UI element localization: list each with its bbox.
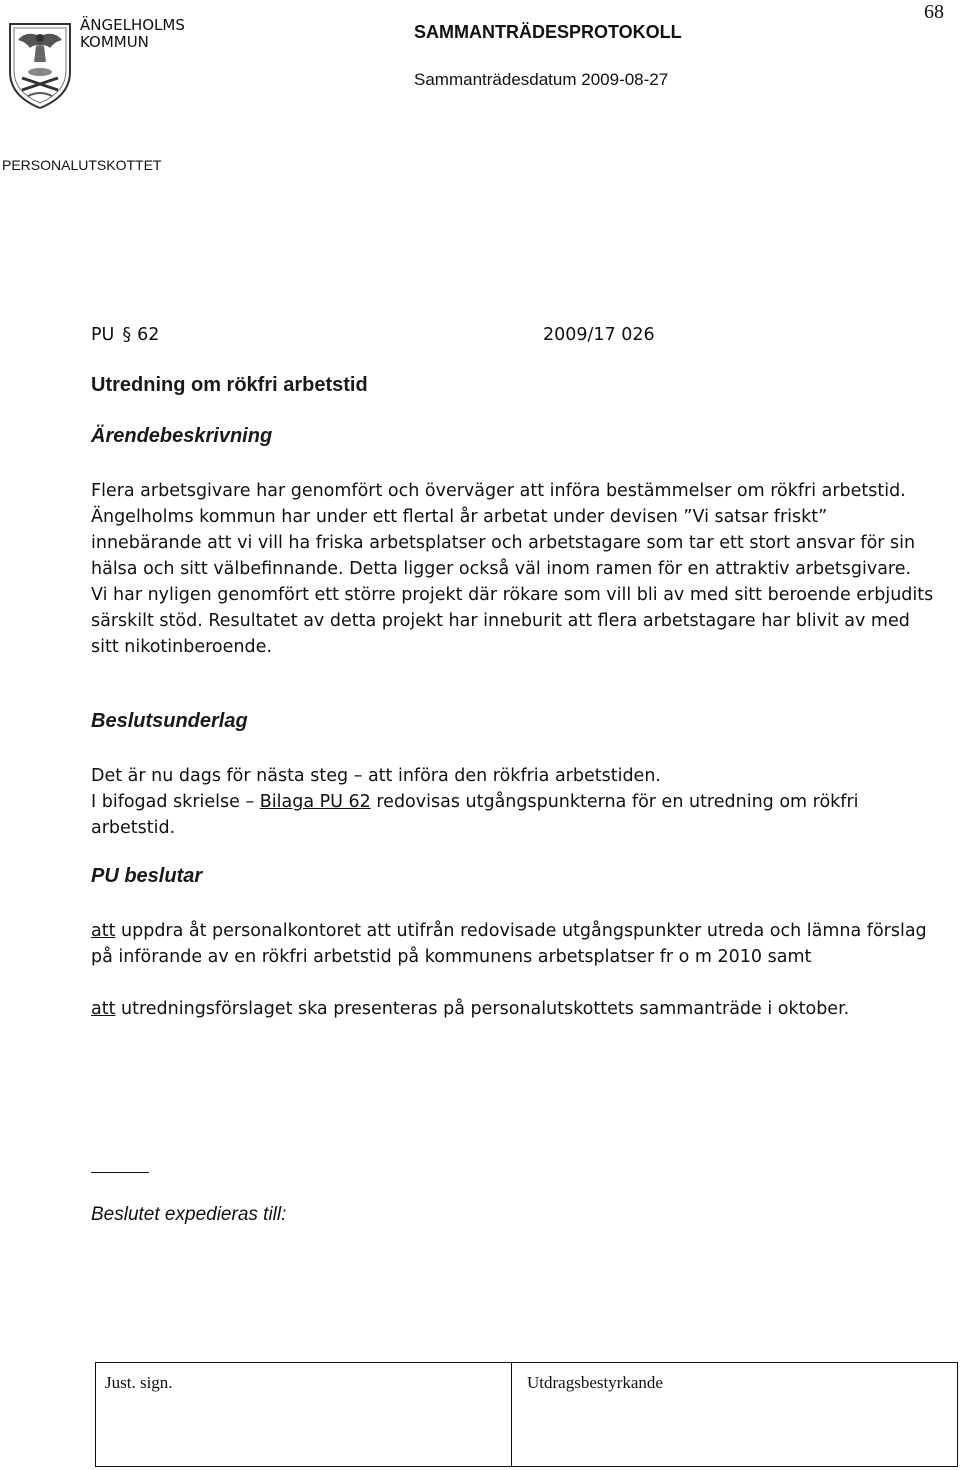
- meeting-date: Sammanträdesdatum 2009-08-27: [414, 70, 669, 89]
- att-keyword: att: [91, 921, 116, 941]
- org-name-line2: KOMMUN: [80, 33, 149, 51]
- paragraph-prefix: PU: [91, 325, 115, 345]
- basis-line-2: [91, 789, 941, 841]
- paragraph-number: 62: [137, 325, 160, 345]
- decision-item-1-text: uppdra åt personalkontoret att utifrån redovisade utgångspunkter utreda och lämna förslag på införande av en rökfri arbetstid på kommunens arbetsplatser fr o m 2010 samt: [91, 921, 927, 967]
- decision-item-2: [91, 996, 951, 1022]
- description-paragraph-2: Vi har nyligen genomfört ett större projekt där rökare som vill bli av med sitt beroende erbjudits särskilt stöd. Resultatet av detta projekt har inneburit att flera arbetstagare har blivit av med sitt nikotinberoende.: [91, 585, 934, 657]
- organization-name: [80, 17, 185, 51]
- description-text: [91, 478, 941, 660]
- document-type: SAMMANTRÄDESPROTOKOLL: [414, 22, 682, 42]
- divider: [91, 1172, 149, 1173]
- decision-item-1: [91, 918, 951, 970]
- decision-item-2-text: utredningsförslaget ska presenteras på personalutskottets sammanträde i oktober.: [115, 999, 850, 1019]
- attachment-link[interactable]: Bilaga PU 62: [259, 792, 371, 812]
- signature-table: [95, 1362, 958, 1467]
- paragraph-sign: §: [122, 325, 132, 345]
- signature-label-just-sign: Just. sign.: [105, 1373, 173, 1392]
- basis-line-2-pre: I bifogad skrielse –: [91, 792, 260, 812]
- paragraph-reference: [91, 322, 159, 348]
- case-number: 2009/17 026: [543, 325, 655, 345]
- page-number: 68: [924, 1, 944, 23]
- section-heading-decision: PU beslutar: [91, 865, 203, 887]
- section-heading-basis: Beslutsunderlag: [91, 710, 248, 732]
- basis-text: [91, 763, 941, 841]
- basis-line-1: Det är nu dags för nästa steg – att införa den rökfria arbetstiden.: [91, 766, 661, 786]
- case-title: Utredning om rökfri arbetstid: [91, 374, 368, 396]
- description-paragraph-1: Flera arbetsgivare har genomfört och överväger att införa bestämmelser om rökfri arbetstid. Ängelholms kommun har under ett flertal år arbetat under devisen ”Vi satsar friskt” innebärande att vi vill ha friska arbetsplatser och arbetstagare som tar ett stort ansvar för sin hälsa och sitt välbefinnande. Detta ligger också väl inom ramen för en attraktiv arbetsgivare.: [91, 481, 916, 579]
- distribution-label: Beslutet expedieras till:: [91, 1204, 287, 1225]
- signature-label-certification: Utdragsbestyrkande: [527, 1373, 663, 1392]
- org-name-line1: ÄNGELHOLMS: [80, 16, 185, 34]
- municipal-coat-of-arms-icon: [4, 16, 76, 112]
- committee-name: PERSONALUTSKOTTET: [2, 157, 162, 173]
- signature-divider: [511, 1363, 512, 1466]
- att-keyword: att: [91, 999, 116, 1019]
- section-heading-description: Ärendebeskrivning: [91, 425, 273, 447]
- basis-line-2-post: redovisas utgångspunkterna för en utredning om rökfri arbetstid.: [91, 792, 859, 838]
